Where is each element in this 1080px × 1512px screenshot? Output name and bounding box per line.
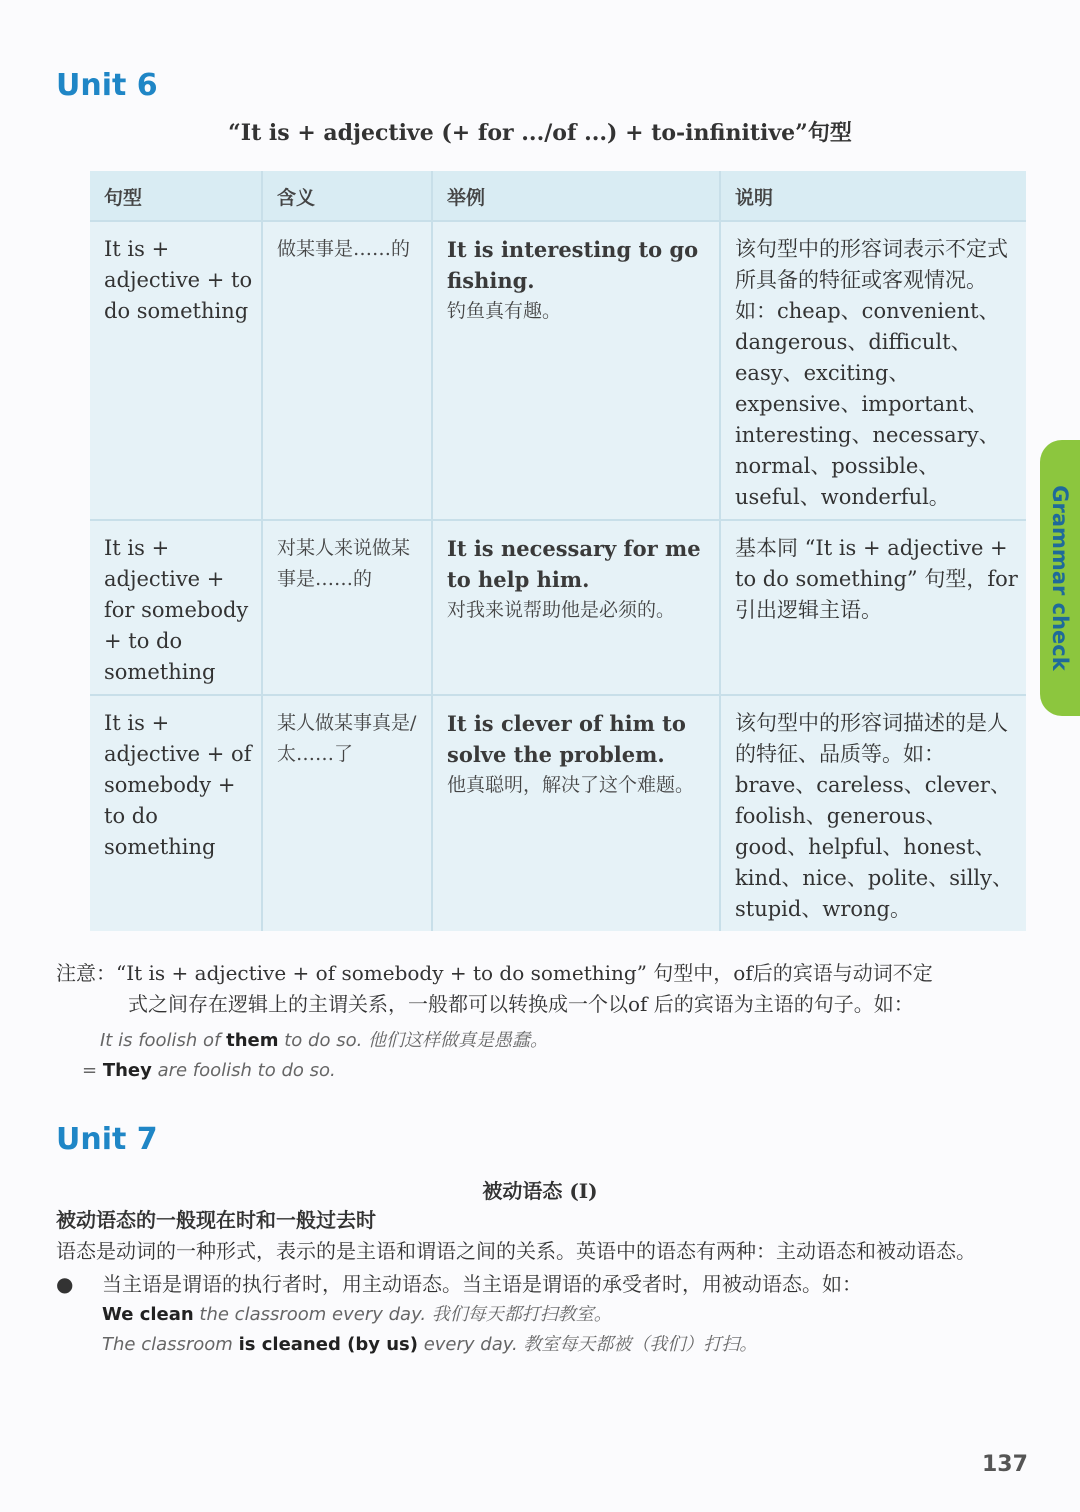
example-chinese: 钓鱼真有趣。: [447, 300, 562, 322]
unit-6-caption: “It is + adjective (+ for .../of ...) + to-infinitive”句型: [228, 120, 852, 146]
example-text: the classroom every day. 我们每天都打扫教室。: [193, 1304, 612, 1325]
cell-explanation: 该句型中的形容词描述的是人的特征、品质等。如：brave、careless、clever、foolish、generous、good、helpful、honest、kind、nice、polite、silly、stupid、wrong。: [720, 695, 1026, 931]
cell-explanation: 基本同 “It is + adjective + to do something” 句型，for 引出逻辑主语。: [720, 520, 1026, 695]
example-bold: is cleaned (by us): [238, 1334, 418, 1355]
example-bold: them: [226, 1030, 279, 1051]
header-pattern: 句型: [90, 171, 262, 221]
example-text: are foolish to do so.: [151, 1060, 336, 1081]
note-example-2: [82, 1056, 336, 1086]
table-row: [90, 221, 1026, 520]
cell-example: [432, 221, 720, 520]
table-row: [90, 520, 1026, 695]
note-text-1: “It is + adjective + of somebody + to do something” 句型中，of后的宾语与动词不定: [116, 961, 933, 985]
header-meaning: 含义: [262, 171, 432, 221]
cell-explanation: 该句型中的形容词表示不定式所具备的特征或客观情况。如：cheap、convenient、dangerous、difficult、easy、exciting、expensive、important、interesting、necessary、normal、possible、useful、wonderful。: [720, 221, 1026, 520]
grammar-check-label: Grammar check: [1048, 485, 1072, 671]
example-text: to do so. 他们这样做真是愚蠢。: [278, 1030, 549, 1051]
table-header-row: [90, 171, 1026, 221]
cell-example: [432, 695, 720, 931]
passive-subheading: 被动语态的一般现在时和一般过去时: [56, 1208, 376, 1232]
note-example-1: [100, 1026, 548, 1056]
example-text: every day. 教室每天都被（我们）打扫。: [417, 1334, 758, 1355]
bullet-text: 当主语是谓语的执行者时，用主动语态。当主语是谓语的承受者时，用被动语态。如：: [102, 1272, 862, 1296]
grammar-check-tab[interactable]: [1040, 440, 1080, 716]
example-text: It is foolish of: [100, 1030, 227, 1051]
bullet-icon: ●: [56, 1272, 74, 1296]
page-number: 137: [982, 1452, 1028, 1477]
cell-meaning: 对某人来说做某事是……的: [262, 520, 432, 695]
example-bold: They: [102, 1060, 152, 1081]
cell-pattern: It is + adjective + for somebody + to do something: [90, 520, 262, 695]
example-bold: We clean: [102, 1304, 194, 1325]
example-text: The classroom: [102, 1334, 239, 1355]
note-label: 注意：: [56, 961, 116, 985]
example-chinese: 对我来说帮助他是必须的。: [447, 599, 676, 621]
cell-pattern: It is + adjective + to do something: [90, 221, 262, 520]
cell-example: [432, 520, 720, 695]
usage-note: [56, 958, 1026, 1081]
passive-intro: 语态是动词的一种形式，表示的是主语和谓语之间的关系。英语中的语态有两种：主动语态和被动语态。: [56, 1239, 976, 1263]
example-chinese: 他真聪明，解决了这个难题。: [447, 774, 695, 796]
table-row: [90, 695, 1026, 931]
note-line-1: [56, 958, 1026, 989]
example-english: It is clever of him to solve the problem.: [447, 711, 686, 767]
sentence-pattern-table: [90, 171, 1026, 931]
unit-7-caption: 被动语态 (I): [482, 1179, 598, 1203]
passive-example-2: [102, 1330, 1026, 1360]
cell-meaning: 某人做某事真是/太……了: [262, 695, 432, 931]
passive-example-1: [102, 1300, 1026, 1330]
example-english: It is interesting to go fishing.: [447, 237, 699, 293]
unit-6-title: Unit 6: [56, 68, 158, 103]
example-text: =: [82, 1060, 103, 1081]
list-item: [56, 1269, 1026, 1360]
passive-voice-section: [56, 1205, 1026, 1360]
cell-pattern: It is + adjective + of somebody + to do something: [90, 695, 262, 931]
header-explanation: 说明: [720, 171, 1026, 221]
example-english: It is necessary for me to help him.: [447, 536, 701, 592]
note-line-2: 式之间存在逻辑上的主谓关系，一般都可以转换成一个以of 后的宾语为主语的句子。如：: [128, 992, 914, 1016]
unit-7-title: Unit 7: [56, 1122, 158, 1157]
header-example: 举例: [432, 171, 720, 221]
cell-meaning: 做某事是……的: [262, 221, 432, 520]
